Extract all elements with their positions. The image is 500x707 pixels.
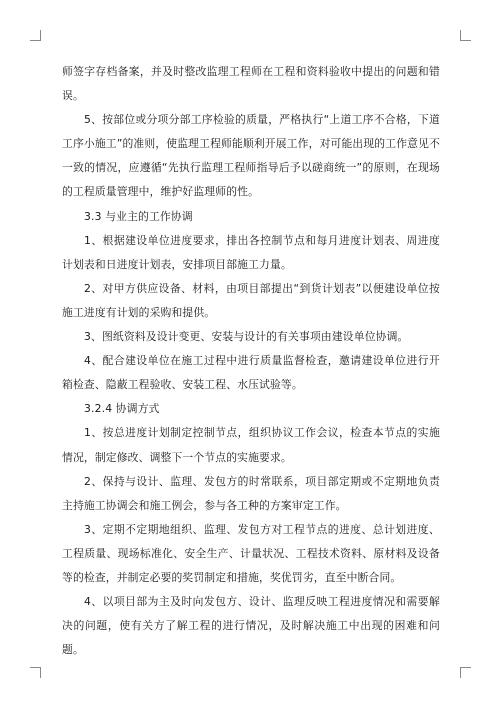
paragraph-method-item-2: 2、保持与设计、监理、发包方的时常联系，项目部定期或不定期地负责主持施工协调会和施工例会，参与各工种的方案审定工作。 bbox=[62, 474, 440, 512]
paragraph-method-item-1: 1、按总进度计划制定控制节点，组织协议工作会议，检查本节点的实施情况，制定修改、调整下一个节点的实施要求。 bbox=[62, 426, 440, 464]
section-heading-coordination-method: 3.2.4 协调方式 bbox=[84, 402, 160, 416]
crop-mark-top-right bbox=[460, 30, 471, 41]
crop-mark-bottom-right bbox=[460, 667, 471, 678]
section-heading-owner-coordination: 3.3 与业主的工作协调 bbox=[84, 209, 193, 223]
crop-mark-top-left bbox=[30, 30, 41, 41]
paragraph-owner-item-2: 2、对甲方供应设备、材料，由项目部提出“到货计划表”以便建设单位按施工进度有计划的采购和提供。 bbox=[62, 281, 440, 319]
paragraph-method-item-4: 4、以项目部为主及时向发包方、设计、监理反映工程进度情况和需要解决的问题，使有关方了解工程的进行情况，及时解决施工中出现的困难和问题。 bbox=[62, 595, 440, 657]
crop-mark-bottom-left bbox=[30, 667, 41, 678]
paragraph-owner-item-1: 1、根据建设单位进度要求，排出各控制节点和每月进度计划表、周进度计划表和日进度计划表，安排项目部施工力量。 bbox=[62, 233, 440, 271]
paragraph-owner-item-3: 3、图纸资料及设计变更、安装与设计的有关事项由建设单位协调。 bbox=[84, 330, 409, 344]
paragraph-method-item-3: 3、定期不定期地组织、监理、发包方对工程节点的进度、总计划进度、工程质量、现场标准化、安全生产、计量状况、工程技术资料、原材料及设备等的检查，并制定必要的奖罚制定和措施，奖优罚劣，直至中断合同。 bbox=[62, 522, 440, 584]
paragraph-continuation: 师签字存档备案，并及时整改监理工程师在工程和资料验收中提出的问题和错误。 bbox=[62, 65, 440, 103]
paragraph-owner-item-4: 4、配合建设单位在施工过程中进行质量监督检查，邀请建设单位进行开箱检查、隐蔽工程验收、安装工程、水压试验等。 bbox=[62, 354, 440, 392]
paragraph-item-5: 5、按部位或分项分部工序检验的质量，严格执行“上道工序不合格，下道工序小施工”的准则，使监理工程师能顺利开展工作，对可能出现的工作意见不一致的情况，应遵循“先执行监理工程师指导后予以磋商统一”的原则，在现场的工程质量管理中，维护好监理师的性。 bbox=[62, 113, 440, 199]
document-body bbox=[62, 60, 440, 662]
